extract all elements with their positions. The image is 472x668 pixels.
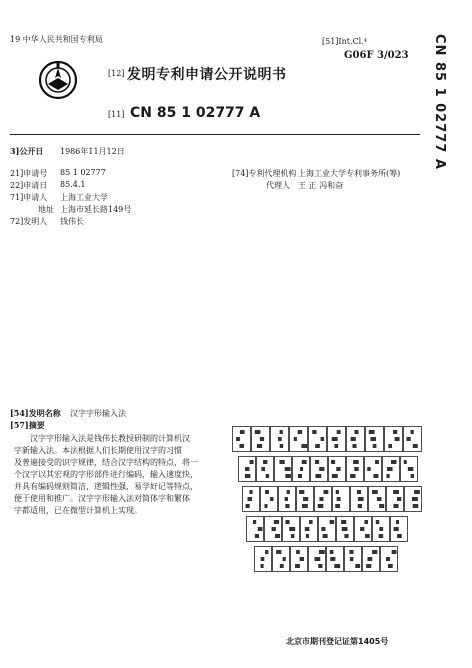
printer-registration: 北京市期刊登记证第1405号 (286, 637, 389, 646)
keyboard-key (383, 457, 400, 482)
keyboard-key (293, 457, 310, 482)
abstract-line: 汉字字形输入法是钱伟长教授研制的计算机汉 (30, 434, 190, 443)
abstract-line: 字都适用，已在微型计算机上实现。 (14, 506, 142, 515)
keyboard-key (290, 427, 308, 452)
address-label: 地址 (38, 205, 54, 214)
keyboard-key (261, 487, 278, 512)
invention-title: 汉字字形输入法 (70, 409, 126, 418)
doc-type-title: 发明专利申请公开说明书 (127, 67, 287, 83)
keyboard-key (243, 487, 260, 512)
agency-code: [74]专利代理机构 (232, 169, 297, 178)
keyboard-key (369, 487, 386, 512)
keyboard-key (233, 427, 251, 452)
keyboard-key (279, 487, 296, 512)
keyboard-key (385, 427, 403, 452)
keyboard-key (337, 517, 354, 542)
keyboard-key (391, 517, 408, 542)
keyboard-key (333, 487, 350, 512)
keyboard-key (271, 427, 289, 452)
keyboard-layout-drawing (232, 424, 432, 574)
abstract-line: 并具有编码规则简洁，逻辑性强，易学好记等特点， (14, 482, 198, 491)
keyboard-key (401, 457, 418, 482)
applicant-code: 71]申请人 (10, 193, 48, 202)
abstract-line: 字新输入法。本法根据人们长期使用汉字的习惯 (14, 446, 182, 455)
agent: 王 正 冯和奋 (298, 181, 344, 190)
side-publication-number: CN 85 1 02777 A (432, 34, 447, 170)
keyboard-key (387, 487, 404, 512)
keyboard-key (275, 457, 292, 482)
keyboard-key (328, 427, 346, 452)
keyboard-key (319, 517, 336, 542)
patent-office-emblem-icon (38, 60, 78, 100)
app-date-code: 22]申请日 (10, 181, 48, 190)
keyboard-layout-figure (232, 424, 432, 574)
keyboard-key (247, 517, 264, 542)
keyboard-key (373, 517, 390, 542)
keyboard-key (347, 427, 365, 452)
invention-title-code: [54]发明名称 (10, 408, 61, 418)
keyboard-key (381, 547, 398, 572)
inventor-code: 72]发明人 (10, 217, 48, 226)
inventor: 钱伟长 (60, 217, 84, 226)
abstract-body (14, 433, 198, 517)
keyboard-key (309, 547, 326, 572)
keyboard-key (365, 457, 382, 482)
keyboard-key (329, 457, 346, 482)
abstract-line: 及普遍接受的识字规律，结合汉字结构的特点，将一 (14, 458, 198, 467)
keyboard-key (355, 517, 372, 542)
app-date: 85.4.1 (60, 180, 86, 189)
keyboard-key (363, 547, 380, 572)
country-header: 19 中华人民共和国专利局 (10, 35, 103, 44)
keyboard-key (311, 457, 328, 482)
keyboard-key (315, 487, 332, 512)
keyboard-key (347, 457, 364, 482)
keyboard-key (297, 487, 314, 512)
keyboard-key (405, 487, 422, 512)
keyboard-key (239, 457, 256, 482)
keyboard-key (291, 547, 308, 572)
abstract-code: [57]摘要 (10, 420, 45, 430)
applicant: 上海工业大学 (60, 193, 108, 202)
abstract-line: 便于使用和推广。汉字字形输入法对简体字和繁体 (14, 494, 190, 503)
keyboard-key (345, 547, 362, 572)
app-no-code: 21]申请号 (10, 169, 48, 178)
keyboard-key (301, 517, 318, 542)
address: 上海市延长路149号 (60, 205, 132, 214)
app-no: 85 1 02777 (60, 168, 106, 177)
int-cl-label: [51]Int.Cl.⁴ (322, 37, 367, 46)
int-cl-value: G06F 3/023 (344, 50, 409, 61)
abstract-line: 个汉字以其宏观的字形部件进行编码，输入速度快， (14, 470, 198, 479)
agent-label: 代理人 (266, 181, 290, 190)
header-rule (10, 134, 420, 135)
pub-date: 1986年11月12日 (60, 147, 125, 156)
doc-type-code: [12] (108, 69, 125, 78)
publication-number: CN 85 1 02777 A (130, 105, 261, 121)
keyboard-key (351, 487, 368, 512)
agency: 上海工业大学专利事务所(筹) (298, 169, 401, 178)
keyboard-key (257, 457, 274, 482)
keyboard-key (366, 427, 384, 452)
keyboard-key (327, 547, 344, 572)
keyboard-key (273, 547, 290, 572)
keyboard-key (255, 547, 272, 572)
keyboard-key (265, 517, 282, 542)
keyboard-key (309, 427, 327, 452)
keyboard-key (404, 427, 422, 452)
keyboard-key (252, 427, 270, 452)
pub-code: [11] (108, 110, 125, 119)
keyboard-key (283, 517, 300, 542)
pub-date-code: 3]公开日 (10, 146, 44, 156)
